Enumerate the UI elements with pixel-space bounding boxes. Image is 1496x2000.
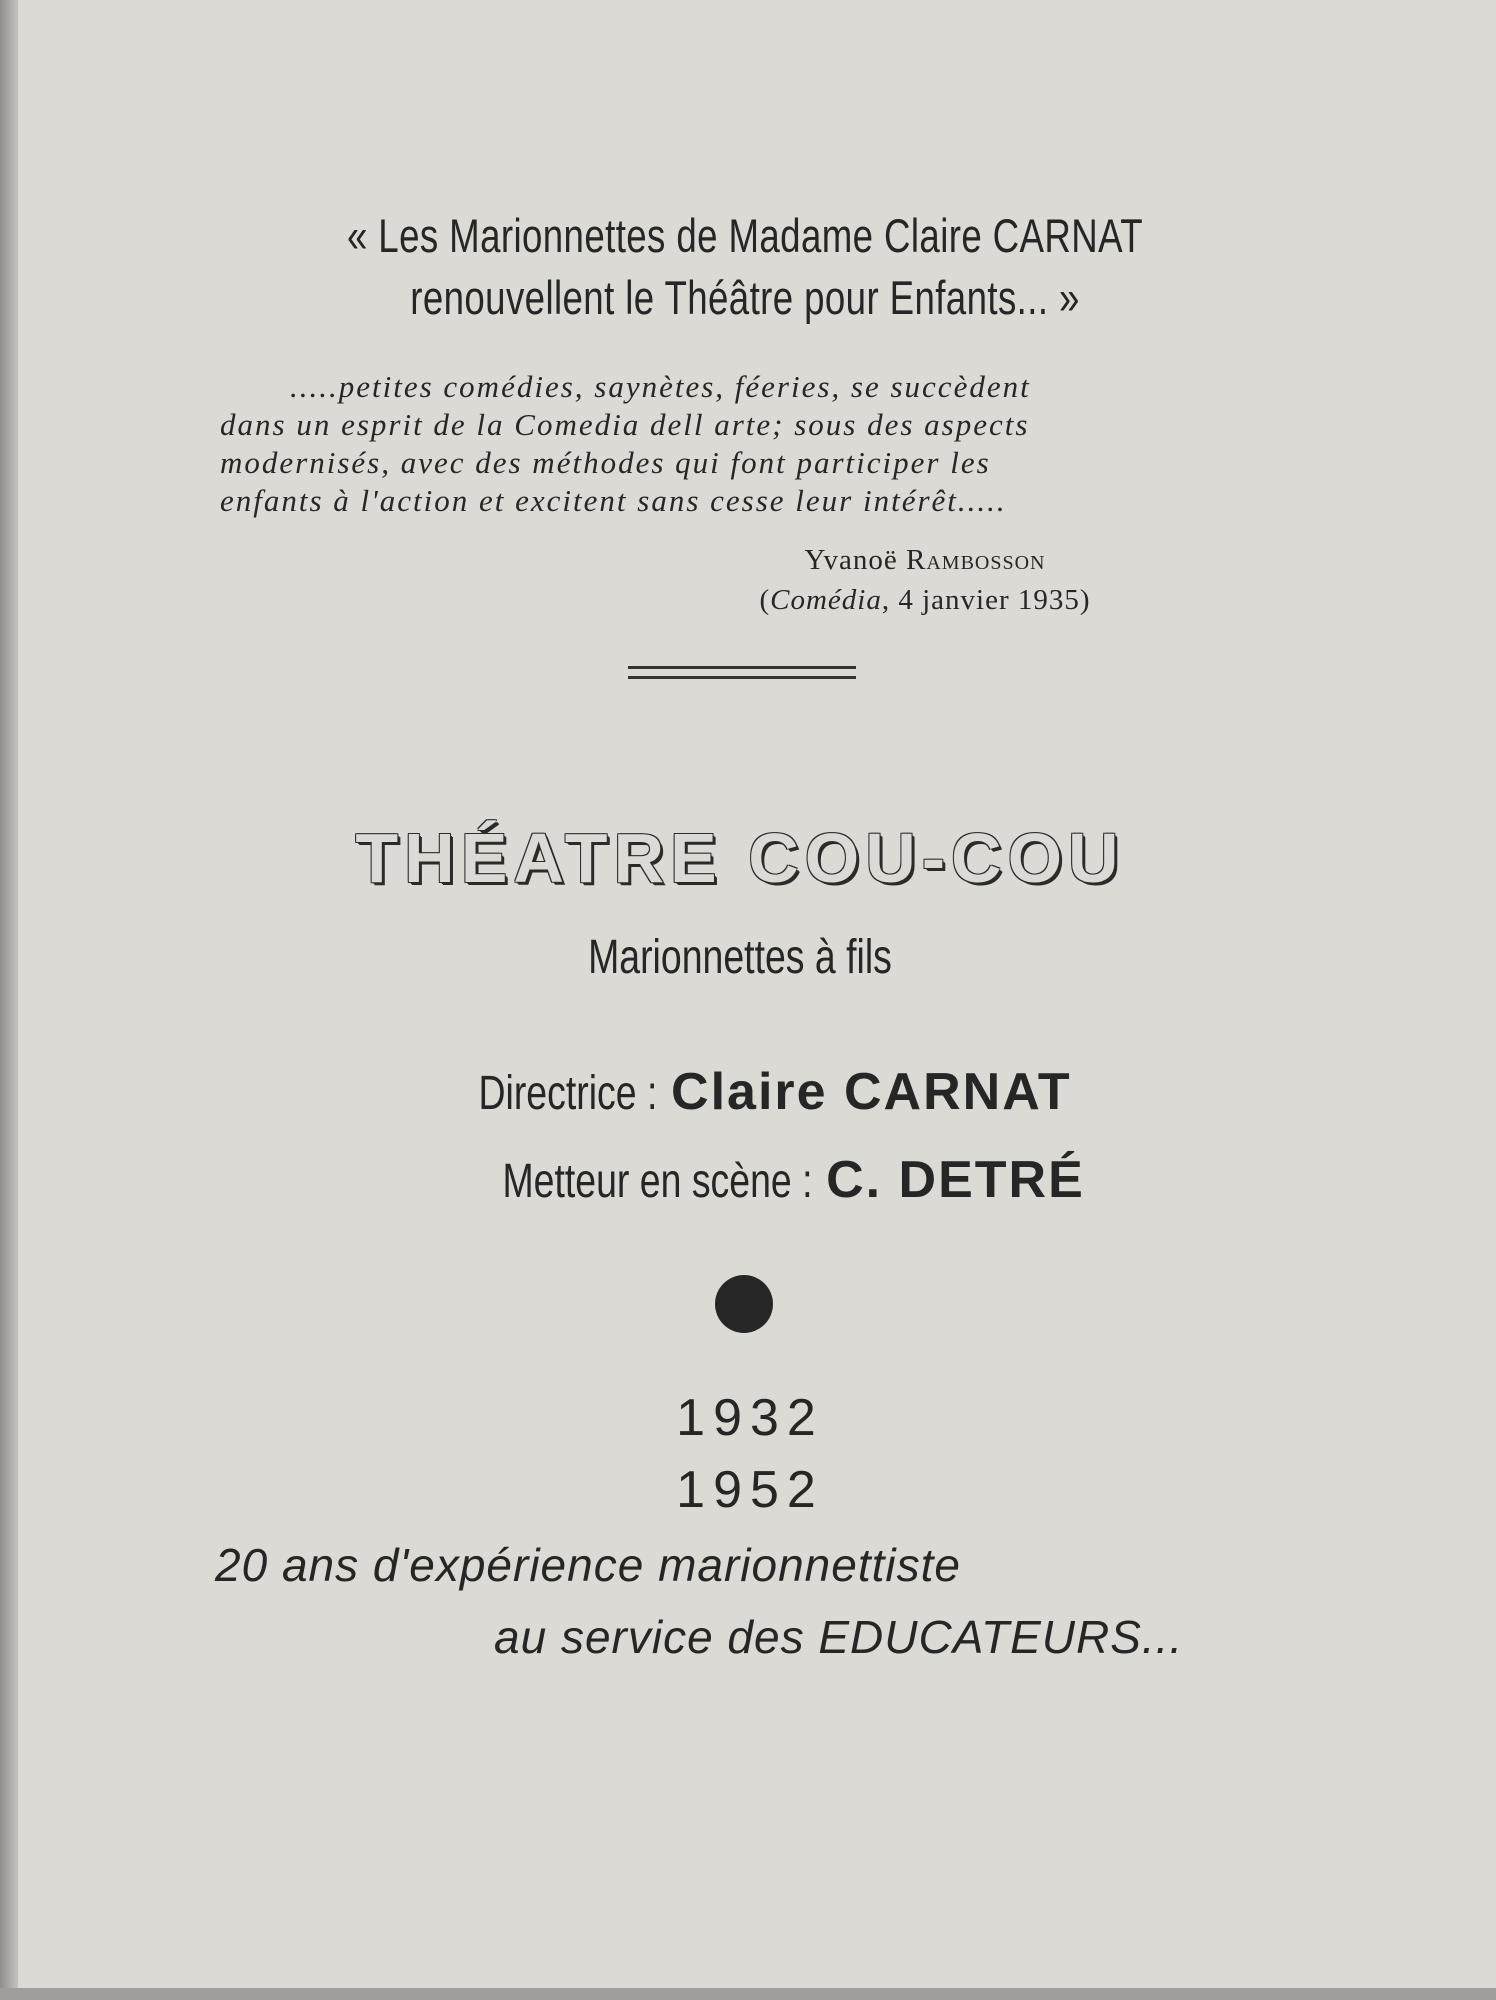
press-quote xyxy=(220,368,1270,520)
author-last-name: Rambosson xyxy=(906,544,1046,576)
quote-line-3: modernisés, avec des méthodes qui font participer les xyxy=(220,445,991,480)
director-role: Directrice : xyxy=(478,1067,658,1120)
headline-line-1: « Les Marionnettes de Madame Claire CARNAT xyxy=(346,209,1144,262)
headline xyxy=(312,205,1178,329)
quote-attribution xyxy=(700,540,1150,620)
divider-rule-bottom xyxy=(628,676,856,679)
source-name: Comédia xyxy=(770,584,882,616)
theatre-title: THÉATRE COU-COU xyxy=(355,819,1125,897)
headline-line-2: renouvellent le Théâtre pour Enfants... » xyxy=(410,271,1080,324)
page-binding xyxy=(0,0,18,2000)
tagline-line-1: 20 ans d'expérience marionnettiste xyxy=(215,1539,961,1591)
source-line xyxy=(700,580,1150,620)
quote-line-2: dans un esprit de la Comedia dell arte; sous des aspects xyxy=(220,407,1030,442)
theatre-subtitle: Marionnettes à fils xyxy=(588,931,892,984)
bullet-dot-icon xyxy=(715,1275,773,1333)
director-credit xyxy=(250,1062,1250,1122)
quote-line-1: .....petites comédies, saynètes, féeries, se succèdent xyxy=(290,369,1031,404)
stage-director-credit xyxy=(250,1150,1250,1210)
stage-director-name: C. DETRÉ xyxy=(826,1151,1085,1209)
year-end: 1952 xyxy=(676,1461,824,1519)
stage-director-role: Metteur en scène : xyxy=(502,1155,813,1208)
source-open: ( xyxy=(759,584,771,616)
director-name: Claire CARNAT xyxy=(671,1063,1072,1121)
author-line xyxy=(700,540,1150,580)
divider-rule-top xyxy=(628,666,856,669)
quote-line-4: enfants à l'action et excitent sans cesse leur intérêt..... xyxy=(220,483,1007,518)
source-date: , 4 janvier 1935) xyxy=(881,584,1091,616)
page-bottom-edge xyxy=(0,1988,1496,2000)
tagline-line-2: au service des EDUCATEURS... xyxy=(494,1611,1184,1663)
author-first-name: Yvanoë xyxy=(804,544,898,576)
year-start: 1932 xyxy=(676,1389,824,1447)
